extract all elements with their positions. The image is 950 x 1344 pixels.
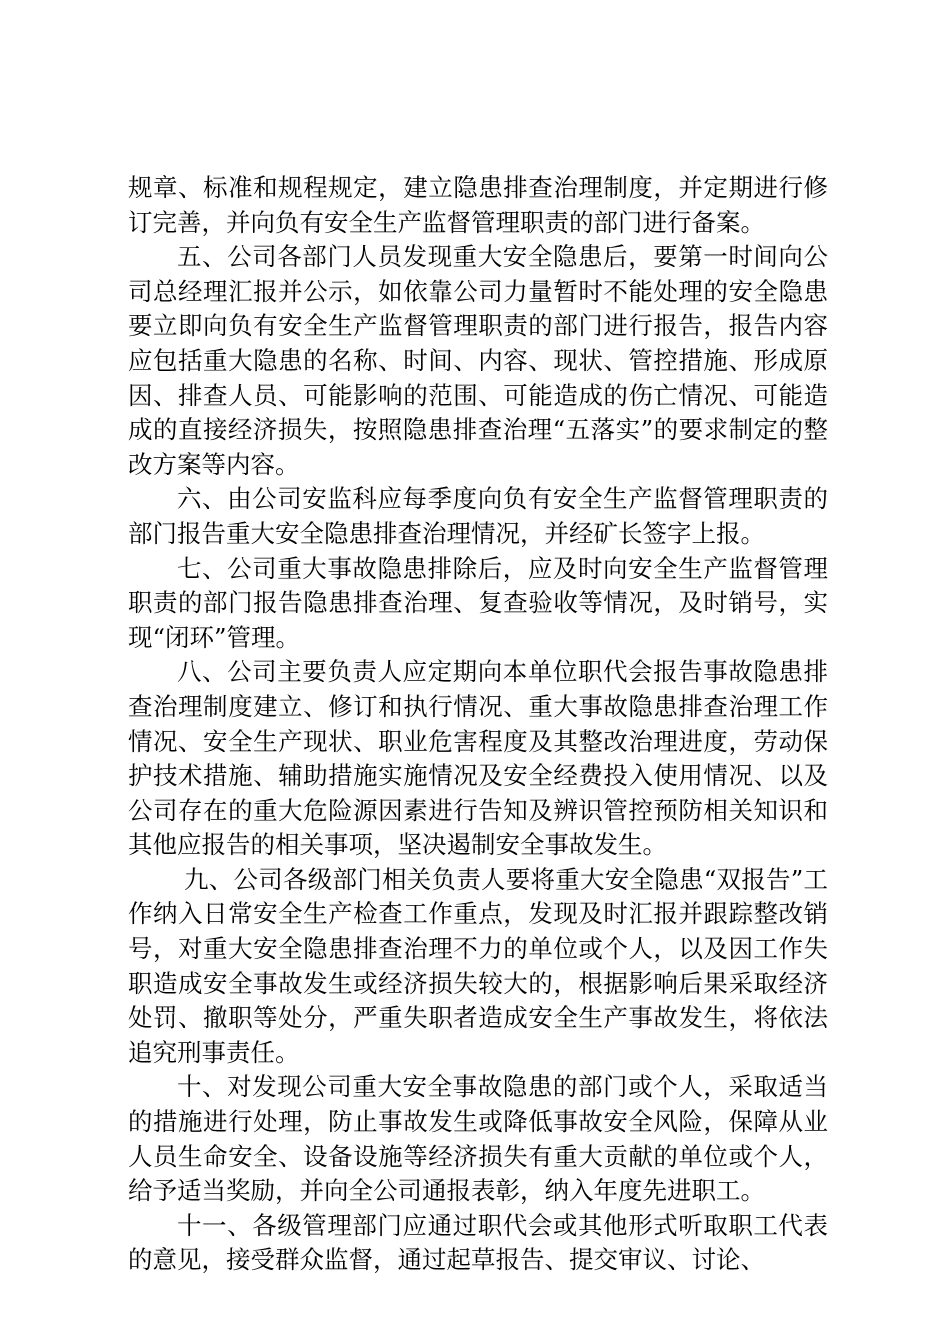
paragraph-continued: 规章、标准和规程规定，建立隐患排查治理制度，并定期进行修订完善，并向负有安全生产监督管理职责的部门进行备案。 — [128, 173, 828, 237]
paragraph-item-7: 七、公司重大事故隐患排除后，应及时向安全生产监督管理职责的部门报告隐患排查治理、复查验收等情况，及时销号，实现“闭环”管理。 — [128, 553, 828, 652]
paragraph-item-10: 十、对发现公司重大安全事故隐患的部门或个人，采取适当的措施进行处理，防止事故发生或降低事故安全风险，保障从业人员生命安全、设备设施等经济损失有重大贡献的单位或个人，给予适当奖励，并向全公司通报表彰，纳入年度先进职工。 — [128, 1072, 828, 1206]
paragraph-item-11: 十一、各级管理部门应通过职代会或其他形式听取职工代表的意见，接受群众监督，通过起草报告、提交审议、讨论、 — [128, 1210, 828, 1275]
paragraph-item-9: 九、公司各级部门相关负责人要将重大安全隐患“双报告”工作纳入日常安全生产检查工作重点，发现及时汇报并跟踪整改销号，对重大安全隐患排查治理不力的单位或个人，以及因工作失职造成安全事故发生或经济损失较大的，根据影响后果采取经济处罚、撤职等处分，严重失职者造成安全生产事故发生，将依法追究刑事责任。 — [128, 864, 828, 1067]
paragraph-item-8: 八、公司主要负责人应定期向本单位职代会报告事故隐患排查治理制度建立、修订和执行情况、重大事故隐患排查治理工作情况、安全生产现状、职业危害程度及其整改治理进度，劳动保护技术措施、辅助措施实施情况及安全经费投入使用情况、以及公司存在的重大危险源因素进行告知及辨识管控预防相关知识和其他应报告的相关事项，坚决遏制安全事故发生。 — [128, 657, 828, 860]
paragraph-item-5: 五、公司各部门人员发现重大安全隐患后，要第一时间向公司总经理汇报并公示，如依靠公司力量暂时不能处理的安全隐患要立即向负有安全生产监督管理职责的部门进行报告，报告内容应包括重大隐患的名称、时间、内容、现状、管控措施、形成原因、排查人员、可能影响的范围、可能造成的伤亡情况、可能造成的直接经济损失，按照隐患排查治理“五落实”的要求制定的整改方案等内容。 — [128, 242, 828, 479]
paragraph-item-6: 六、由公司安监科应每季度向负有安全生产监督管理职责的部门报告重大安全隐患排查治理情况，并经矿长签字上报。 — [128, 484, 828, 548]
document-body — [128, 171, 828, 1278]
